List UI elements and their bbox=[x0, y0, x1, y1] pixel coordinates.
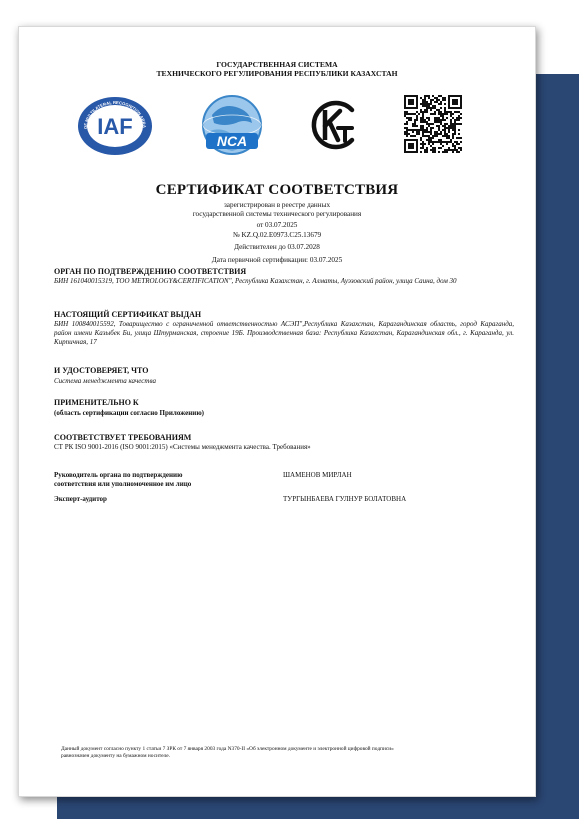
head-signature-label-2: соответствия или уполномоченное им лицо bbox=[54, 480, 192, 488]
initial-certification-date: Дата первичной сертификации: 03.07.2025 bbox=[211, 256, 343, 264]
kz-conformity-mark-icon bbox=[308, 98, 360, 152]
applies-heading: ПРИМЕНИТЕЛЬНО К bbox=[54, 398, 139, 407]
valid-until: Действителен до 03.07.2028 bbox=[234, 243, 320, 251]
head-signature-name: ШАМЕНОВ МИРЛАН bbox=[283, 471, 352, 479]
certificate-number: № KZ.Q.02.E0973.C25.13679 bbox=[232, 231, 322, 239]
registry-line-1: зарегистрирован в реестре данных bbox=[223, 201, 331, 209]
certifies-text: Система менеджмента качества bbox=[54, 377, 156, 385]
registry-line-2: государственной системы технического регулирования bbox=[192, 210, 362, 218]
certificate-title: СЕРТИФИКАТ СООТВЕТСТВИЯ bbox=[155, 182, 399, 198]
meets-text: СТ РК ISO 9001-2016 (ISO 9001:2015) «Системы менеджмента качества. Требования» bbox=[54, 443, 311, 451]
certifies-heading: И УДОСТОВЕРЯЕТ, ЧТО bbox=[54, 366, 149, 375]
expert-signature-name: ТУРГЫНБАЕВА ГУЛНУР БОЛАТОВНА bbox=[283, 495, 407, 503]
organ-heading: ОРГАН ПО ПОДТВЕРЖДЕНИЮ СООТВЕТСТВИЯ bbox=[54, 267, 247, 276]
nca-text: NCA bbox=[216, 133, 248, 149]
header-line-1: ГОСУДАРСТВЕННАЯ СИСТЕМА bbox=[216, 60, 338, 69]
iaf-ring-text: OF MULTILATERAL RECOGNITION ARRA bbox=[82, 99, 148, 130]
applies-text: (область сертификации согласно Приложению) bbox=[54, 409, 205, 417]
footnote-line-1: Данный документ согласно пункту 1 статьи 7 ЗРК от 7 января 2003 года N370-II «Об электронном документе и электронной цифровой подписи» bbox=[61, 746, 394, 752]
iaf-logo bbox=[77, 96, 153, 156]
issued-heading: НАСТОЯЩИЙ СЕРТИФИКАТ ВЫДАН bbox=[54, 310, 202, 319]
head-signature-label-1: Руководитель органа по подтверждению bbox=[54, 471, 183, 479]
registry-date: от 03.07.2025 bbox=[256, 221, 298, 229]
legal-footnote bbox=[61, 746, 521, 760]
meets-heading: СООТВЕТСТВУЕТ ТРЕБОВАНИЯМ bbox=[54, 433, 192, 442]
organ-text: БИН 161040015319, ТОО METROLOGY&CERTIFICATION", Республика Казахстан, г. Алматы, Ауэзовский район, улица Саина, дом 30 bbox=[54, 277, 457, 285]
header-line-2: ТЕХНИЧЕСКОГО РЕГУЛИРОВАНИЯ РЕСПУБЛИКИ КАЗАХСТАН bbox=[156, 69, 398, 78]
iaf-text: IAF bbox=[97, 114, 133, 139]
qr-code[interactable] bbox=[404, 95, 462, 153]
expert-signature-label: Эксперт-аудитор bbox=[54, 495, 107, 503]
footnote-line-2: равнозначен документу на бумажном носителе. bbox=[61, 753, 171, 759]
nca-globe-logo bbox=[200, 93, 264, 159]
certificate-page bbox=[18, 26, 536, 797]
issued-text: БИН 100840015592, Товарищество с ограниченной ответственностью АСЭП",Республика Казахстан, Карагандинская область, город Караганда, район имени Казыбек Би, улица Штурманская, строение 19Б. Производственная база: Республика Казахстан, Карагандинская обл., г. Караганда, ул. Кирпичная, 17 bbox=[54, 320, 514, 346]
